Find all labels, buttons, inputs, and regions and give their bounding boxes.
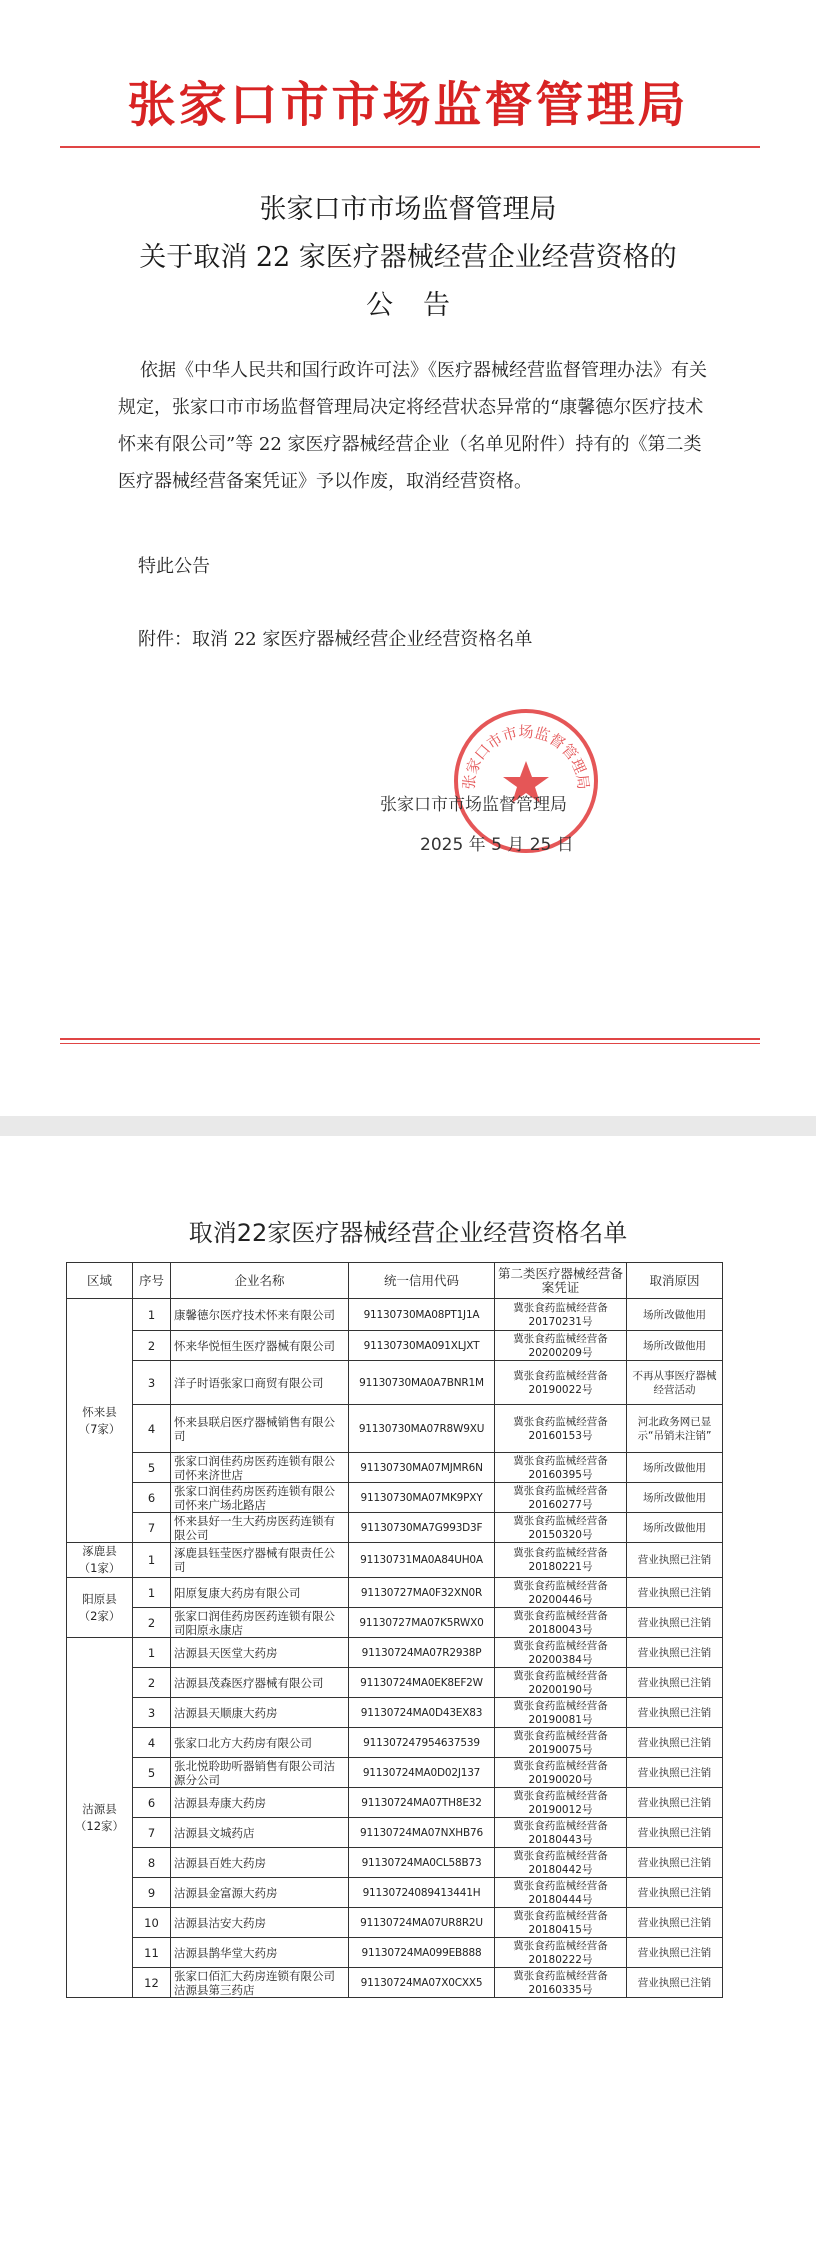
credit-code-cell: 91130724MA0D02J137 xyxy=(349,1758,495,1788)
credit-code-cell: 91130730MA07MK9PXY xyxy=(349,1483,495,1513)
reason-cell: 营业执照已注销 xyxy=(627,1818,723,1848)
row-number-cell: 8 xyxy=(133,1848,171,1878)
reason-cell: 营业执照已注销 xyxy=(627,1668,723,1698)
table-row xyxy=(67,1938,723,1968)
enterprise-name-cell: 张家口北方大药房有限公司 xyxy=(171,1728,349,1758)
seal-text: 张家口市市场监督管理局 xyxy=(459,723,593,791)
notice-body xyxy=(118,352,718,500)
table-row xyxy=(67,1878,723,1908)
row-number-cell: 1 xyxy=(133,1543,171,1578)
certificate-cell: 冀张食药监械经营备20200384号 xyxy=(495,1638,627,1668)
credit-code-cell: 911307247954637539 xyxy=(349,1728,495,1758)
reason-cell: 营业执照已注销 xyxy=(627,1578,723,1608)
enterprise-name-cell: 张家口润佳药房医药连锁有限公司怀来广场北路店 xyxy=(171,1483,349,1513)
row-number-cell: 11 xyxy=(133,1938,171,1968)
header-number: 序号 xyxy=(133,1263,171,1299)
table-row xyxy=(67,1405,723,1453)
credit-code-cell: 91130724089413441H xyxy=(349,1878,495,1908)
credit-code-cell: 91130724MA07UR8R2U xyxy=(349,1908,495,1938)
credit-code-cell: 91130724MA0D43EX83 xyxy=(349,1698,495,1728)
reason-cell: 场所改做他用 xyxy=(627,1453,723,1483)
notice-page xyxy=(0,0,816,1116)
row-number-cell: 7 xyxy=(133,1818,171,1848)
certificate-cell: 冀张食药监械经营备20190020号 xyxy=(495,1758,627,1788)
enterprise-name-cell: 洋子时语张家口商贸有限公司 xyxy=(171,1361,349,1405)
enterprise-name-cell: 怀来县联启医疗器械销售有限公司 xyxy=(171,1405,349,1453)
row-number-cell: 9 xyxy=(133,1878,171,1908)
certificate-cell: 冀张食药监械经营备20190012号 xyxy=(495,1788,627,1818)
enterprise-name-cell: 康馨德尔医疗技术怀来有限公司 xyxy=(171,1299,349,1331)
table-row xyxy=(67,1331,723,1361)
certificate-cell: 冀张食药监械经营备20180415号 xyxy=(495,1908,627,1938)
row-number-cell: 1 xyxy=(133,1638,171,1668)
credit-code-cell: 91130724MA07TH8E32 xyxy=(349,1788,495,1818)
reason-cell: 营业执照已注销 xyxy=(627,1788,723,1818)
reason-cell: 场所改做他用 xyxy=(627,1299,723,1331)
credit-code-cell: 91130727MA0F32XN0R xyxy=(349,1578,495,1608)
enterprise-name-cell: 阳原复康大药房有限公司 xyxy=(171,1578,349,1608)
table-row xyxy=(67,1758,723,1788)
enterprise-name-cell: 沽源县寿康大药房 xyxy=(171,1788,349,1818)
certificate-cell: 冀张食药监械经营备20180222号 xyxy=(495,1938,627,1968)
notice-title-block xyxy=(0,186,816,330)
credit-code-cell: 91130730MA07MJMR6N xyxy=(349,1453,495,1483)
enterprise-table xyxy=(66,1262,723,1998)
credit-code-cell: 91130730MA08PT1J1A xyxy=(349,1299,495,1331)
credit-code-cell: 91130727MA07K5RWX0 xyxy=(349,1608,495,1638)
reason-cell: 营业执照已注销 xyxy=(627,1728,723,1758)
row-number-cell: 6 xyxy=(133,1483,171,1513)
certificate-cell: 冀张食药监械经营备20190081号 xyxy=(495,1698,627,1728)
row-number-cell: 1 xyxy=(133,1578,171,1608)
table-row xyxy=(67,1483,723,1513)
certificate-cell: 冀张食药监械经营备20190075号 xyxy=(495,1728,627,1758)
header-region: 区域 xyxy=(67,1263,133,1299)
credit-code-cell: 91130724MA07R2938P xyxy=(349,1638,495,1668)
reason-cell: 场所改做他用 xyxy=(627,1331,723,1361)
enterprise-name-cell: 张家口佰汇大药房连锁有限公司沽源县第三药店 xyxy=(171,1968,349,1998)
certificate-cell: 冀张食药监械经营备20160335号 xyxy=(495,1968,627,1998)
letterhead-rule xyxy=(60,146,760,148)
reason-cell: 营业执照已注销 xyxy=(627,1908,723,1938)
notice-paragraph: 依据《中华人民共和国行政许可法》《医疗器械经营监督管理办法》有关规定，张家口市市场监督管理局决定将经营状态异常的“康馨德尔医疗技术怀来有限公司”等 22 家医疗器械经营企业（名单见附件）持有的《第二类医疗器械经营备案凭证》予以作废，取消经营资格。 xyxy=(118,360,707,492)
row-number-cell: 7 xyxy=(133,1513,171,1543)
table-row xyxy=(67,1968,723,1998)
certificate-cell: 冀张食药监械经营备20170231号 xyxy=(495,1299,627,1331)
header-certificate: 第二类医疗器械经营备案凭证 xyxy=(495,1263,627,1299)
enterprise-name-cell: 沽源县鹊华堂大药房 xyxy=(171,1938,349,1968)
enterprise-name-cell: 沽源县沽安大药房 xyxy=(171,1908,349,1938)
credit-code-cell: 91130724MA0EK8EF2W xyxy=(349,1668,495,1698)
credit-code-cell: 91130724MA07X0CXX5 xyxy=(349,1968,495,1998)
notice-title-line1: 张家口市市场监督管理局 xyxy=(259,194,557,225)
enterprise-name-cell: 沽源县天顺康大药房 xyxy=(171,1698,349,1728)
reason-cell: 营业执照已注销 xyxy=(627,1638,723,1668)
footer-rule-bottom xyxy=(60,1043,760,1044)
table-row xyxy=(67,1818,723,1848)
certificate-cell: 冀张食药监械经营备20150320号 xyxy=(495,1513,627,1543)
credit-code-cell: 91130724MA0CL58B73 xyxy=(349,1848,495,1878)
credit-code-cell: 91130731MA0A84UH0A xyxy=(349,1543,495,1578)
notice-attachment: 附件：取消 22 家医疗器械经营企业经营资格名单 xyxy=(138,629,533,650)
letterhead-title: 张家口市市场监督管理局 xyxy=(127,77,689,133)
notice-closing: 特此公告 xyxy=(138,556,210,577)
certificate-cell: 冀张食药监械经营备20160153号 xyxy=(495,1405,627,1453)
row-number-cell: 5 xyxy=(133,1453,171,1483)
row-number-cell: 3 xyxy=(133,1361,171,1405)
region-cell: 阳原县 （2家） xyxy=(67,1578,133,1638)
row-number-cell: 2 xyxy=(133,1608,171,1638)
table-row xyxy=(67,1788,723,1818)
row-number-cell: 4 xyxy=(133,1728,171,1758)
credit-code-cell: 91130730MA7G993D3F xyxy=(349,1513,495,1543)
certificate-cell: 冀张食药监械经营备20160277号 xyxy=(495,1483,627,1513)
credit-code-cell: 91130730MA07R8W9XU xyxy=(349,1405,495,1453)
table-row xyxy=(67,1513,723,1543)
enterprise-name-cell: 张北悦聆助听器销售有限公司沽源分公司 xyxy=(171,1758,349,1788)
row-number-cell: 12 xyxy=(133,1968,171,1998)
credit-code-cell: 91130724MA099EB888 xyxy=(349,1938,495,1968)
certificate-cell: 冀张食药监械经营备20180444号 xyxy=(495,1878,627,1908)
table-row xyxy=(67,1361,723,1405)
table-row xyxy=(67,1608,723,1638)
enterprise-name-cell: 怀来县好一生大药房医药连锁有限公司 xyxy=(171,1513,349,1543)
table-row xyxy=(67,1578,723,1608)
row-number-cell: 3 xyxy=(133,1698,171,1728)
reason-cell: 河北政务网已显示“吊销未注销” xyxy=(627,1405,723,1453)
enterprise-name-cell: 沽源县金富源大药房 xyxy=(171,1878,349,1908)
region-cell: 涿鹿县 （1家） xyxy=(67,1543,133,1578)
table-row xyxy=(67,1299,723,1331)
credit-code-cell: 91130724MA07NXHB76 xyxy=(349,1818,495,1848)
footer-rule-top xyxy=(60,1038,760,1040)
certificate-cell: 冀张食药监械经营备20200190号 xyxy=(495,1668,627,1698)
region-cell: 怀来县 （7家） xyxy=(67,1299,133,1543)
reason-cell: 营业执照已注销 xyxy=(627,1758,723,1788)
row-number-cell: 1 xyxy=(133,1299,171,1331)
certificate-cell: 冀张食药监械经营备20200446号 xyxy=(495,1578,627,1608)
table-row xyxy=(67,1848,723,1878)
row-number-cell: 6 xyxy=(133,1788,171,1818)
row-number-cell: 10 xyxy=(133,1908,171,1938)
table-row xyxy=(67,1638,723,1668)
enterprise-name-cell: 沽源县天医堂大药房 xyxy=(171,1638,349,1668)
certificate-cell: 冀张食药监械经营备20200209号 xyxy=(495,1331,627,1361)
header-name: 企业名称 xyxy=(171,1263,349,1299)
enterprise-name-cell: 张家口润佳药房医药连锁有限公司怀来济世店 xyxy=(171,1453,349,1483)
notice-title-line3: 公告 xyxy=(366,290,480,321)
reason-cell: 场所改做他用 xyxy=(627,1513,723,1543)
certificate-cell: 冀张食药监械经营备20180442号 xyxy=(495,1848,627,1878)
region-cell: 沽源县 （12家） xyxy=(67,1638,133,1998)
credit-code-cell: 91130730MA091XLJXT xyxy=(349,1331,495,1361)
table-row xyxy=(67,1543,723,1578)
header-reason: 取消原因 xyxy=(627,1263,723,1299)
table-row xyxy=(67,1453,723,1483)
enterprise-name-cell: 涿鹿县钰莹医疗器械有限责任公司 xyxy=(171,1543,349,1578)
table-row xyxy=(67,1668,723,1698)
enterprise-name-cell: 怀来华悦恒生医疗器械有限公司 xyxy=(171,1331,349,1361)
row-number-cell: 2 xyxy=(133,1668,171,1698)
row-number-cell: 2 xyxy=(133,1331,171,1361)
notice-date: 2025 年 5 月 25 日 xyxy=(420,835,574,855)
header-credit-code: 统一信用代码 xyxy=(349,1263,495,1299)
certificate-cell: 冀张食药监械经营备20180043号 xyxy=(495,1608,627,1638)
table-row xyxy=(67,1728,723,1758)
row-number-cell: 4 xyxy=(133,1405,171,1453)
table-title: 取消22家医疗器械经营企业经营资格名单 xyxy=(188,1219,628,1247)
table-header-row xyxy=(67,1263,723,1299)
reason-cell: 场所改做他用 xyxy=(627,1483,723,1513)
table-row xyxy=(67,1698,723,1728)
reason-cell: 不再从事医疗器械经营活动 xyxy=(627,1361,723,1405)
certificate-cell: 冀张食药监械经营备20180443号 xyxy=(495,1818,627,1848)
credit-code-cell: 91130730MA0A7BNR1M xyxy=(349,1361,495,1405)
reason-cell: 营业执照已注销 xyxy=(627,1938,723,1968)
reason-cell: 营业执照已注销 xyxy=(627,1608,723,1638)
reason-cell: 营业执照已注销 xyxy=(627,1968,723,1998)
enterprise-name-cell: 沽源县茂森医疗器械有限公司 xyxy=(171,1668,349,1698)
reason-cell: 营业执照已注销 xyxy=(627,1848,723,1878)
enterprise-name-cell: 沽源县百姓大药房 xyxy=(171,1848,349,1878)
reason-cell: 营业执照已注销 xyxy=(627,1878,723,1908)
certificate-cell: 冀张食药监械经营备20160395号 xyxy=(495,1453,627,1483)
notice-signer: 张家口市市场监督管理局 xyxy=(380,795,567,815)
certificate-cell: 冀张食药监械经营备20190022号 xyxy=(495,1361,627,1405)
certificate-cell: 冀张食药监械经营备20180221号 xyxy=(495,1543,627,1578)
reason-cell: 营业执照已注销 xyxy=(627,1698,723,1728)
notice-title-line2: 关于取消 22 家医疗器械经营企业经营资格的 xyxy=(139,242,677,273)
row-number-cell: 5 xyxy=(133,1758,171,1788)
enterprise-name-cell: 张家口润佳药房医药连锁有限公司阳原永康店 xyxy=(171,1608,349,1638)
reason-cell: 营业执照已注销 xyxy=(627,1543,723,1578)
table-row xyxy=(67,1908,723,1938)
enterprise-name-cell: 沽源县文城药店 xyxy=(171,1818,349,1848)
